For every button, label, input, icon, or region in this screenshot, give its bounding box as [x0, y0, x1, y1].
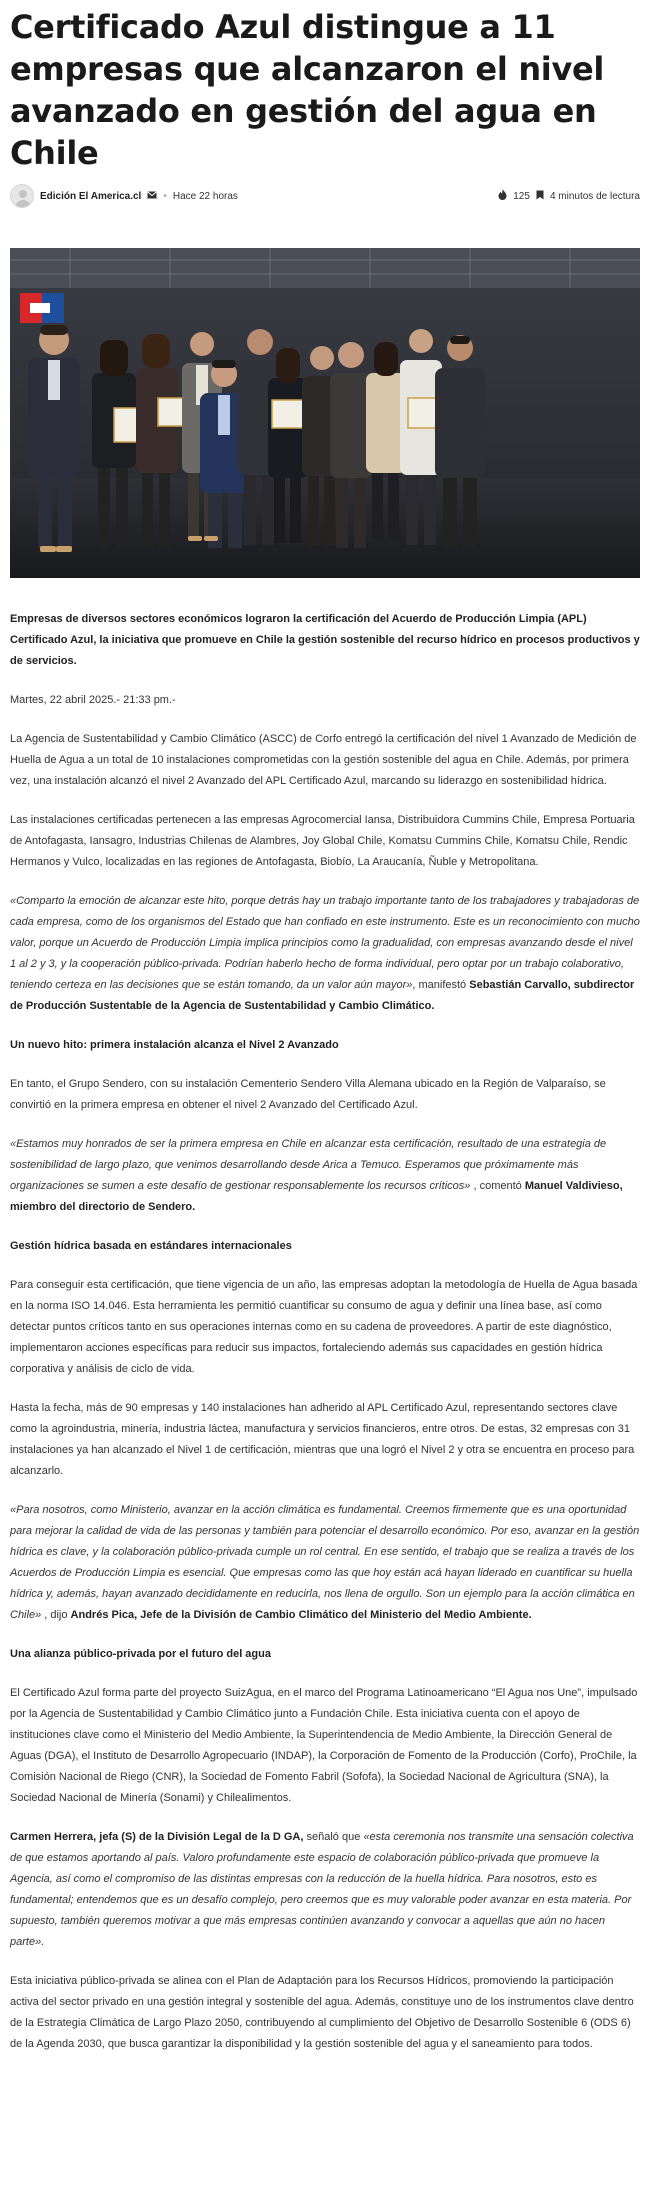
quote-speaker: Sebastián Carvallo, subdirector de Producción Sustentable de la Agencia de Sustentabilidad y Cambio Climático. [10, 979, 635, 1012]
paragraph: La Agencia de Sustentabilidad y Cambio Climático (ASCC) de Corfo entregó la certificación del nivel 1 Avanzado de Medición de Huella de Agua a un total de 10 instalaciones comprometidas con la gestión sostenible del agua en Chile. Además, por primera vez, una instalación alcanzó el nivel 2 Avanzado del APL Certificado Azul, marcando su liderazgo en sostenibilidad hídrica. [10, 733, 637, 787]
quote-speaker: Manuel Valdivieso, miembro del directorio de Sendero. [10, 1180, 623, 1213]
paragraph: Para conseguir esta certificación, que tiene vigencia de un año, las empresas adoptan la metodología de Huella de Agua basada en la norma ISO 14.046. Esta herramienta les permitió cuantificar su consumo de agua y definir una línea base, así como detectar puntos críticos tanto en sus operaciones internas como en su cadena de proveedores. A partir de este diagnóstico, implementaron acciones específicas para reducir sus impactos, fortaleciendo además sus capacidades en gestión hídrica corporativa y análisis de ciclo de vida. [10, 1279, 638, 1375]
publish-time: Hace 22 horas [172, 190, 238, 202]
paragraph: En tanto, el Grupo Sendero, con su instalación Cementerio Sendero Villa Alemana ubicado en la Región de Valparaíso, se convirtió en la primera empresa en obtener el nivel 2 Avanzado del Certificado Azul. [10, 1078, 606, 1111]
page-title: Certificado Azul distingue a 11 empresas que alcanzaron el nivel avanzado en gestión del agua en Chile [10, 8, 605, 172]
quote-attribution: , dijo [41, 1609, 71, 1621]
paragraph: Esta iniciativa público-privada se alinea con el Plan de Adaptación para los Recursos Hídricos, promoviendo la participación activa del sector privado en una gestión integral y sostenible del agua. Además, constituye uno de los instrumentos clave dentro de la Estrategia Climática de Largo Plazo 2050, contribuyendo al cumplimiento del Objetivo de Desarrollo Sostenible 6 (ODS 6) de la Agenda 2030, que busca garantizar la disponibilidad y la gestión sostenible del agua y el saneamiento para todos. [10, 1975, 634, 2050]
meta-separator: • [163, 190, 167, 202]
article-lead: Empresas de diversos sectores económicos lograron la certificación del Acuerdo de Producción Limpia (APL) Certificado Azul, la iniciativa que promueve en Chile la gestión sostenible del recurso hídrico en procesos productivos y de servicios. [10, 613, 640, 667]
paragraph: Hasta la fecha, más de 90 empresas y 140 instalaciones han adherido al APL Certificado Azul, representando sectores clave como la agroindustria, minería, industria láctea, manufactura y servicios financieros, entre otros. De estas, 32 empresas con 31 instalaciones ya han alcanzado el Nivel 1 de certificación, mientras que una logró el Nivel 2 y otra se encuentra en proceso para alcanzarlo. [10, 1402, 635, 1477]
quote-paragraph [10, 1500, 640, 1626]
bookmark-icon[interactable] [536, 190, 544, 203]
avatar[interactable] [10, 184, 34, 208]
quote-text: «Estamos muy honrados de ser la primera empresa en Chile en alcanzar esta certificación, resultado de una estrategia de sostenibilidad de largo plazo, que venimos desarrollando desde Arica a Temuco. Esperamos que próximamente más organizaciones se sumen a este desafío de gestionar responsablemente los recursos críticos» [10, 1138, 607, 1192]
meta-left [10, 184, 238, 208]
read-time: 4 minutos de lectura [549, 190, 640, 202]
section-heading: Gestión hídrica basada en estándares internacionales [10, 1240, 292, 1252]
section-heading: Una alianza público-privada por el futuro del agua [10, 1648, 271, 1660]
quote-speaker: Andrés Pica, Jefe de la División de Cambio Climático del Ministerio del Medio Ambiente. [70, 1609, 532, 1621]
email-icon[interactable] [147, 191, 157, 202]
author-name[interactable]: Edición El America.cl [40, 190, 142, 202]
quote-paragraph [10, 891, 640, 1017]
meta-right [498, 189, 640, 203]
section-heading: Un nuevo hito: primera instalación alcanza el Nivel 2 Avanzado [10, 1039, 339, 1051]
article-body [10, 609, 640, 2055]
fire-icon [498, 189, 507, 203]
quote-paragraph [10, 1827, 640, 1953]
quote-attribution: señaló que [303, 1831, 364, 1843]
article-meta [10, 182, 640, 210]
quote-speaker: Carmen Herrera, jefa (S) de la División Legal de la D GA, [10, 1831, 304, 1843]
quote-text: «Para nosotros, como Ministerio, avanzar en la acción climática es fundamental. Creemos firmemente que es una oportunidad para mejorar la calidad de vida de las personas y también para potenciar el desarrollo económico. Por eso, avanzar en la gestión hídrica es clave, y la colaboración público-privada cumple un rol central. En ese sentido, el trabajo que se realiza a través de los Acuerdos de Producción Limpia es esencial. Que empresas como las que hoy están acá hayan liderado en cuantificar su huella hídrica y, además, hayan avanzado decididamente en reducirla, nos llena de orgullo. Son un ejemplo para la acción climática en Chile» [10, 1504, 640, 1621]
hero-photo [10, 248, 640, 578]
quote-attribution: , comentó [470, 1180, 525, 1192]
dateline: Martes, 22 abril 2025.- 21:33 pm.- [10, 694, 176, 706]
paragraph: Las instalaciones certificadas pertenecen a las empresas Agrocomercial Iansa, Distribuidora Cummins Chile, Empresa Portuaria de Antofagasta, Iansagro, Industrias Chilenas de Alambres, Joy Global Chile, Komatsu Cummins Chile, Komatsu Chile, Rendic Hermanos y Vulco, localizadas en las regiones de Antofagasta, Biobío, La Araucanía, Ñuble y Metropolitana. [10, 814, 635, 868]
quote-text: «Comparto la emoción de alcanzar este hito, porque detrás hay un trabajo importante tanto de los trabajadores y trabajadoras de cada empresa, como de los organismos del Estado que han confiado en este instrumento. Este es un reconocimiento con mucho valor, porque un Acuerdo de Producción Limpia implica principios como la gradualidad, con empresas avanzando desde el nivel 1 al 2 y 3, y la cooperación público-privada. Podrían haberlo hecho de forma individual, pero optar por un trabajo colaborativo, teniendo certeza en las decisiones que se están tomando, da un valor aún mayor» [10, 895, 640, 991]
paragraph: El Certificado Azul forma parte del proyecto SuizAgua, en el marco del Programa Latinoamericano “El Agua nos Une”, impulsado por la Agencia de Sustentabilidad y Cambio Climático junto a Fundación Chile. Esta iniciativa cuenta con el apoyo de instituciones clave como el Ministerio del Medio Ambiente, la Superintendencia de Medio Ambiente, la Dirección General de Aguas (DGA), el Instituto de Desarrollo Agropecuario (INDAP), la Corporación de Fomento de la Producción (Corfo), ProChile, la Comisión Nacional de Riego (CNR), la Sociedad de Fomento Fabril (Sofofa), la Sociedad Nacional de Agricultura (SNA), la Sociedad Nacional de Minería (Sonami) y Chilealimentos. [10, 1687, 638, 1804]
quote-text: «esta ceremonia nos transmite una sensación colectiva de que estamos aportando al país. Valoro profundamente este espacio de colaboración público-privada que promueve la Agencia, así como el compromiso de las distintas empresas con la reducción de la huella hídrica. Para nosotros, esto es fundamental; entendemos que es un desafío complejo, pero creemos que es muy valorable poder avanzar en esta materia. Por supuesto, también queremos motivar a que más empresas continúen avanzando y convocar a aquellas que aún no hacen parte». [10, 1831, 634, 1948]
view-count: 125 [513, 190, 530, 202]
quote-paragraph [10, 1134, 640, 1218]
quote-attribution: , manifestó [412, 979, 470, 991]
